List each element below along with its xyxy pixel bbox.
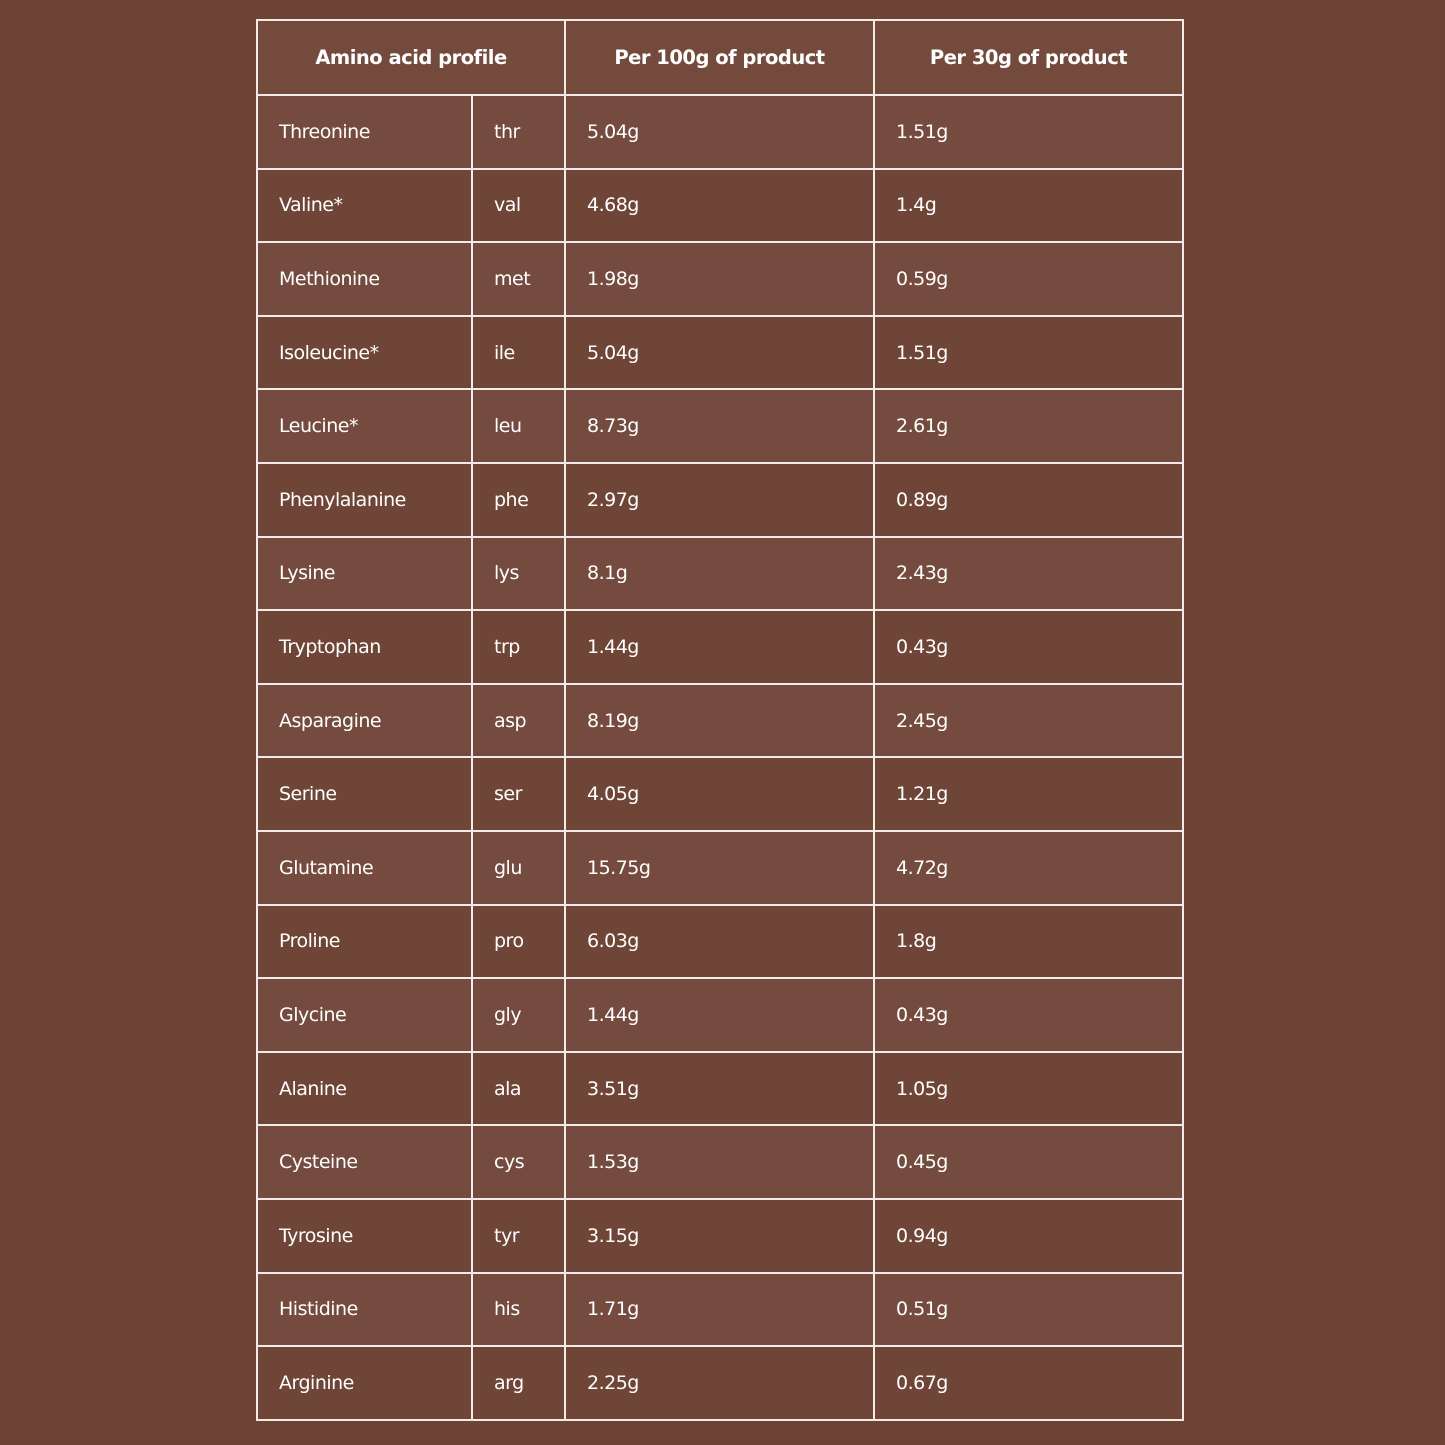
amino-acid-name-cell: Glycine — [257, 978, 472, 1052]
per-30g-value-cell: 1.21g — [874, 757, 1183, 831]
amino-acid-abbr-cell: leu — [472, 389, 565, 463]
amino-acid-name-cell: Isoleucine* — [257, 316, 472, 390]
table-row — [257, 169, 1183, 243]
amino-acid-abbr-cell: gly — [472, 978, 565, 1052]
amino-acid-name-cell: Proline — [257, 905, 472, 979]
amino-acid-abbr-cell: cys — [472, 1125, 565, 1199]
per-100g-value-cell: 1.98g — [565, 242, 874, 316]
per-30g-value-cell: 0.51g — [874, 1273, 1183, 1347]
table-row — [257, 1346, 1183, 1420]
per-100g-value-cell: 3.15g — [565, 1199, 874, 1273]
table-row — [257, 610, 1183, 684]
amino-acid-name-cell: Valine* — [257, 169, 472, 243]
per-30g-value-cell: 1.8g — [874, 905, 1183, 979]
per-30g-value-cell: 0.94g — [874, 1199, 1183, 1273]
amino-acid-abbr-cell: val — [472, 169, 565, 243]
amino-acid-abbr-cell: pro — [472, 905, 565, 979]
per-100g-value-cell: 5.04g — [565, 316, 874, 390]
amino-acid-name-cell: Asparagine — [257, 684, 472, 758]
table-row — [257, 905, 1183, 979]
amino-acid-abbr-cell: glu — [472, 831, 565, 905]
amino-acid-abbr-cell: thr — [472, 95, 565, 169]
amino-acid-name-cell: Tryptophan — [257, 610, 472, 684]
table-row — [257, 978, 1183, 1052]
amino-acid-name-cell: Tyrosine — [257, 1199, 472, 1273]
per-100g-value-cell: 8.19g — [565, 684, 874, 758]
table-body — [257, 95, 1183, 1420]
header-per-100g: Per 100g of product — [565, 20, 874, 95]
table-row — [257, 1052, 1183, 1126]
per-100g-value-cell: 2.97g — [565, 463, 874, 537]
table-row — [257, 242, 1183, 316]
table-row — [257, 831, 1183, 905]
per-30g-value-cell: 0.59g — [874, 242, 1183, 316]
per-100g-value-cell: 4.05g — [565, 757, 874, 831]
header-amino-acid-profile: Amino acid profile — [257, 20, 565, 95]
per-100g-value-cell: 8.1g — [565, 537, 874, 611]
amino-acid-abbr-cell: ala — [472, 1052, 565, 1126]
per-30g-value-cell: 0.43g — [874, 610, 1183, 684]
table-header-row — [257, 20, 1183, 95]
per-30g-value-cell: 1.05g — [874, 1052, 1183, 1126]
amino-acid-name-cell: Serine — [257, 757, 472, 831]
amino-acid-abbr-cell: asp — [472, 684, 565, 758]
amino-acid-abbr-cell: met — [472, 242, 565, 316]
per-100g-value-cell: 8.73g — [565, 389, 874, 463]
table-row — [257, 537, 1183, 611]
amino-acid-abbr-cell: lys — [472, 537, 565, 611]
table-row — [257, 389, 1183, 463]
per-30g-value-cell: 1.51g — [874, 95, 1183, 169]
header-per-30g: Per 30g of product — [874, 20, 1183, 95]
per-30g-value-cell: 2.45g — [874, 684, 1183, 758]
per-30g-value-cell: 2.61g — [874, 389, 1183, 463]
amino-acid-abbr-cell: arg — [472, 1346, 565, 1420]
per-30g-value-cell: 0.89g — [874, 463, 1183, 537]
amino-acid-abbr-cell: tyr — [472, 1199, 565, 1273]
per-100g-value-cell: 1.44g — [565, 978, 874, 1052]
per-100g-value-cell: 15.75g — [565, 831, 874, 905]
per-100g-value-cell: 5.04g — [565, 95, 874, 169]
per-100g-value-cell: 2.25g — [565, 1346, 874, 1420]
amino-acid-name-cell: Glutamine — [257, 831, 472, 905]
per-100g-value-cell: 1.71g — [565, 1273, 874, 1347]
amino-acid-abbr-cell: his — [472, 1273, 565, 1347]
amino-acid-name-cell: Methionine — [257, 242, 472, 316]
amino-acid-abbr-cell: ser — [472, 757, 565, 831]
amino-acid-name-cell: Phenylalanine — [257, 463, 472, 537]
per-30g-value-cell: 0.45g — [874, 1125, 1183, 1199]
amino-acid-name-cell: Histidine — [257, 1273, 472, 1347]
per-100g-value-cell: 1.53g — [565, 1125, 874, 1199]
table-row — [257, 1199, 1183, 1273]
amino-acid-name-cell: Leucine* — [257, 389, 472, 463]
table-row — [257, 757, 1183, 831]
per-30g-value-cell: 1.4g — [874, 169, 1183, 243]
table-row — [257, 463, 1183, 537]
amino-acid-table — [256, 19, 1184, 1421]
amino-acid-abbr-cell: trp — [472, 610, 565, 684]
amino-acid-abbr-cell: ile — [472, 316, 565, 390]
amino-acid-name-cell: Threonine — [257, 95, 472, 169]
per-100g-value-cell: 4.68g — [565, 169, 874, 243]
amino-acid-name-cell: Arginine — [257, 1346, 472, 1420]
table-row — [257, 1273, 1183, 1347]
amino-acid-name-cell: Lysine — [257, 537, 472, 611]
amino-acid-name-cell: Alanine — [257, 1052, 472, 1126]
per-100g-value-cell: 6.03g — [565, 905, 874, 979]
table-row — [257, 95, 1183, 169]
table-row — [257, 316, 1183, 390]
amino-acid-abbr-cell: phe — [472, 463, 565, 537]
table-row — [257, 1125, 1183, 1199]
per-100g-value-cell: 3.51g — [565, 1052, 874, 1126]
per-100g-value-cell: 1.44g — [565, 610, 874, 684]
per-30g-value-cell: 2.43g — [874, 537, 1183, 611]
table-row — [257, 684, 1183, 758]
per-30g-value-cell: 4.72g — [874, 831, 1183, 905]
amino-acid-name-cell: Cysteine — [257, 1125, 472, 1199]
per-30g-value-cell: 0.67g — [874, 1346, 1183, 1420]
per-30g-value-cell: 1.51g — [874, 316, 1183, 390]
per-30g-value-cell: 0.43g — [874, 978, 1183, 1052]
